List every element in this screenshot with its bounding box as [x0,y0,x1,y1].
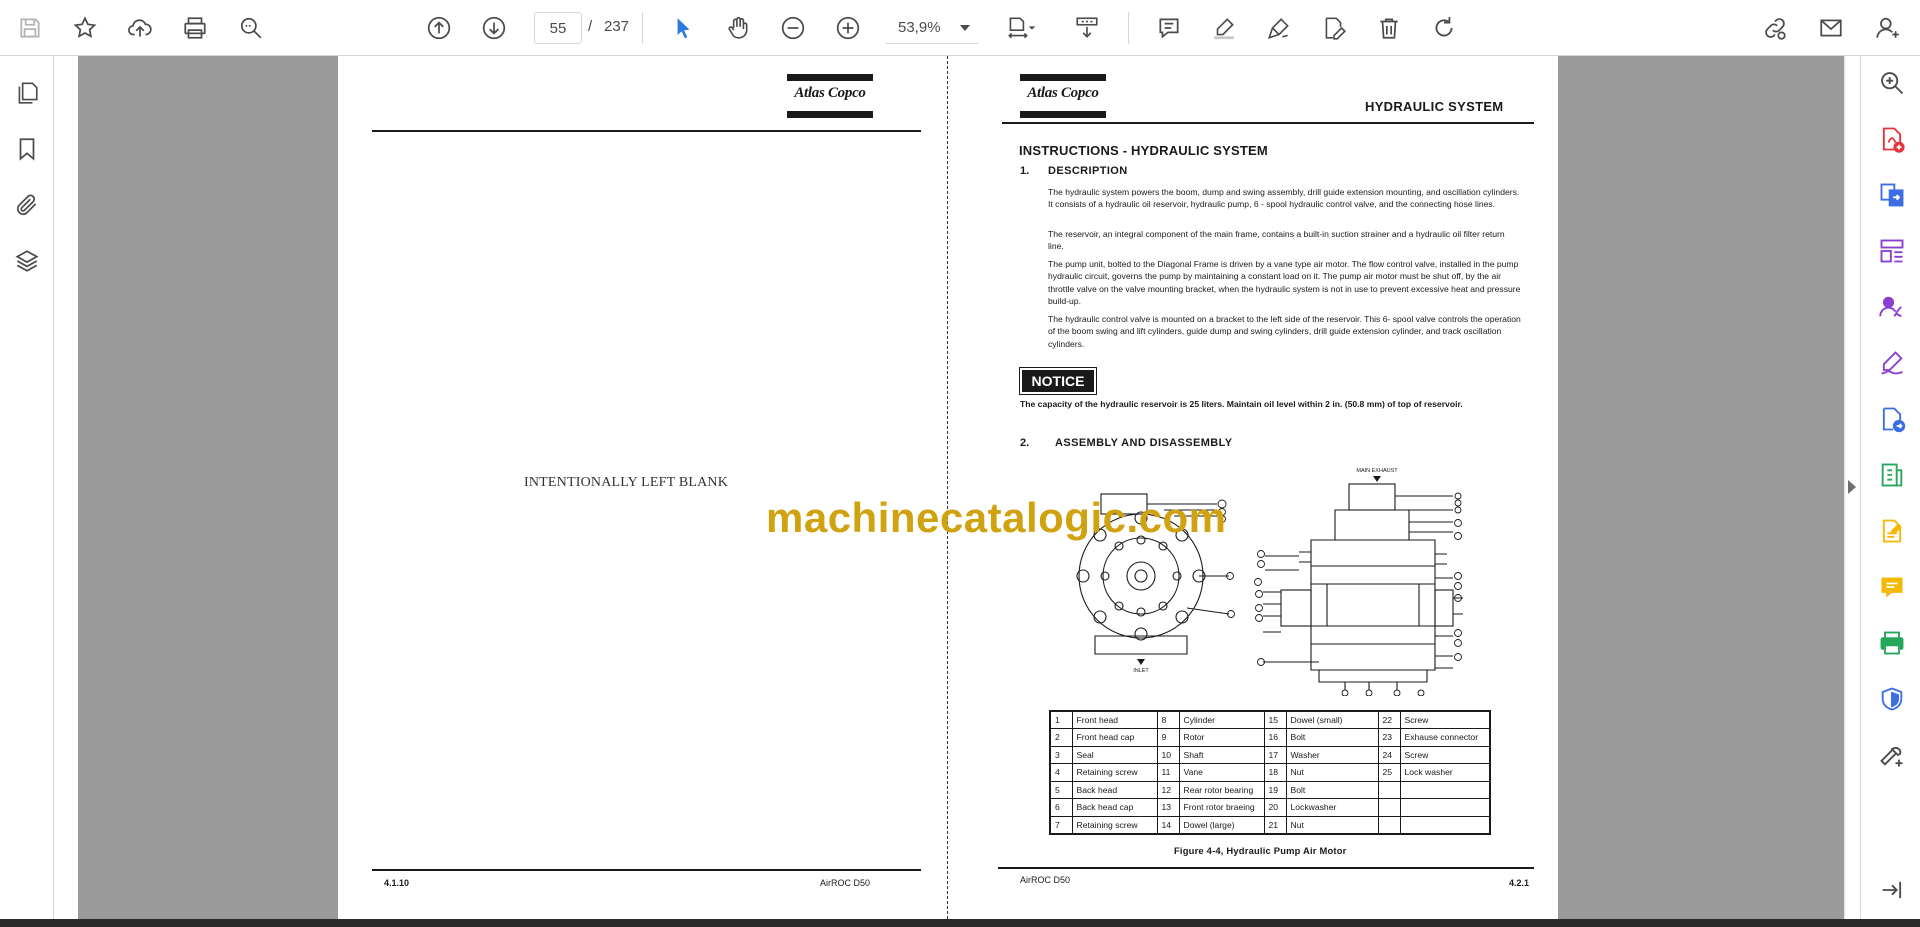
part-name-cell: Exhause connector [1400,729,1490,747]
section-title: INSTRUCTIONS - HYDRAULIC SYSTEM [1019,143,1268,158]
print-icon[interactable] [177,10,213,46]
paragraph: The hydraulic control valve is mounted on a bracket to the left side of the reservoir. This 6- spool valve controls the operation of the boom swing and lift cylinders, guide dump and swing cylinders, drill guide extension cylinder, and track oscillation cylinders. [1048,314,1521,349]
part-name-cell: Retaining screw [1072,764,1157,782]
part-name-cell: Dowel (small) [1286,711,1378,729]
part-number-cell: 17 [1264,746,1286,764]
compress-icon[interactable] [1877,460,1907,490]
export-pdf-icon[interactable] [1877,404,1907,434]
logo-text: Atlas Copco [1027,85,1099,101]
request-signature-icon[interactable] [1877,292,1907,322]
bookmark-star-icon[interactable] [67,10,103,46]
part-number-cell [1378,781,1400,799]
footer-page-number: 4.2.1 [1509,878,1530,888]
total-pages: 237 [604,18,630,35]
part-number-cell: 10 [1157,746,1179,764]
print-production-icon[interactable] [1877,628,1907,658]
collapse-panel-icon[interactable] [1877,875,1907,905]
scroll-mode-icon[interactable] [1069,10,1105,46]
part-name-cell: Rear rotor bearing [1179,781,1264,799]
part-name-cell [1400,816,1490,834]
zoom-search-icon[interactable] [1877,68,1907,98]
part-name-cell: Back head cap [1072,799,1157,817]
table-row [1050,711,1490,729]
part-number-cell: 20 [1264,799,1286,817]
page-spread-divider [947,56,948,919]
part-number-cell: 2 [1050,729,1072,747]
share-link-icon[interactable] [1757,10,1793,46]
part-name-cell: Lock washer [1400,764,1490,782]
atlas-copco-logo [1020,74,1106,118]
part-number-cell: 3 [1050,746,1072,764]
fill-sign-icon[interactable] [1877,348,1907,378]
part-name-cell: Front head [1072,711,1157,729]
part-number-cell: 8 [1157,711,1179,729]
part-name-cell: Nut [1286,816,1378,834]
footer-rule [998,867,1534,869]
tools-rail [1860,56,1920,919]
page-fit-dropdown-icon[interactable] [1022,10,1042,46]
part-name-cell: Nut [1286,764,1378,782]
part-name-cell: Vane [1179,764,1264,782]
collapse-right-panel-icon[interactable] [1848,480,1856,494]
table-row [1050,729,1490,747]
paragraph: The pump unit, bolted to the Diagonal Frame is driven by a vane type air motor. The flow control valve, installed in the pump hydraulic circuit, governs the pump by maintaining a constant load on it. The pump air motor must be shut off, by the air throttle valve on the valve mounting bracket, when the hydraulic system is not in use to prevent excessive heat and pressure build-up. [1048,259,1521,307]
find-icon[interactable] [233,10,269,46]
page-number-input[interactable]: 55 [534,12,582,44]
subsection-number: 1. [1020,165,1030,177]
part-number-cell: 7 [1050,816,1072,834]
edit-text-icon[interactable] [1316,10,1352,46]
document-viewport[interactable] [54,56,1860,919]
highlight-icon[interactable] [1206,10,1242,46]
part-name-cell: Shaft [1179,746,1264,764]
account-icon[interactable] [1870,10,1906,46]
part-number-cell: 18 [1264,764,1286,782]
draw-icon[interactable] [1261,10,1297,46]
part-name-cell: Screw [1400,746,1490,764]
logo-text: Atlas Copco [794,85,866,101]
paragraph: The reservoir, an integral component of the main frame, contains a built-in suction strainer and a hydraulic oil filter return line. [1048,229,1505,252]
select-cursor-icon[interactable] [665,10,701,46]
page-up-icon[interactable] [421,10,457,46]
footer-model: AirROC D50 [1020,875,1071,885]
part-name-cell: Bolt [1286,729,1378,747]
toolbar-divider [1128,12,1129,44]
figure-caption: Figure 4-4, Hydraulic Pump Air Motor [1174,845,1347,856]
part-number-cell: 15 [1264,711,1286,729]
organize-pages-icon[interactable] [1877,236,1907,266]
delete-icon[interactable] [1371,10,1407,46]
attachments-icon[interactable] [12,190,42,220]
protect-icon[interactable] [1877,684,1907,714]
header-rule [372,130,921,132]
inlet-label: INLET [1133,668,1149,674]
zoom-level-select[interactable] [886,12,978,44]
part-name-cell: Retaining screw [1072,816,1157,834]
page-separator: / [588,18,593,35]
zoom-out-icon[interactable] [775,10,811,46]
subsection-number: 2. [1020,437,1030,449]
more-tools-icon[interactable] [1877,740,1907,770]
part-name-cell [1400,781,1490,799]
table-row [1050,816,1490,834]
pdf-page-left [338,56,945,919]
top-toolbar [0,0,1920,56]
part-number-cell: 9 [1157,729,1179,747]
part-number-cell: 4 [1050,764,1072,782]
bookmarks-icon[interactable] [12,134,42,164]
edit-pdf-icon[interactable] [1877,516,1907,546]
header-rule [1002,122,1534,124]
zoom-level-value: 53,9% [898,19,941,36]
part-name-cell: Front rotor braeing [1179,799,1264,817]
page-header-title: HYDRAULIC SYSTEM [1365,99,1504,114]
part-name-cell: Washer [1286,746,1378,764]
toolbar-divider [642,12,643,44]
table-row [1050,799,1490,817]
logo-bar [787,74,873,81]
combine-files-icon[interactable] [1877,180,1907,210]
part-number-cell: 16 [1264,729,1286,747]
part-name-cell: Bolt [1286,781,1378,799]
zoom-in-icon[interactable] [830,10,866,46]
part-name-cell: Cylinder [1179,711,1264,729]
comment-tool-icon[interactable] [1877,572,1907,602]
rotate-icon[interactable] [1426,10,1462,46]
page-gutter-right [1558,56,1845,919]
logo-bar [1020,74,1106,81]
part-name-cell: Back head [1072,781,1157,799]
part-number-cell: 14 [1157,816,1179,834]
part-name-cell: Seal [1072,746,1157,764]
part-name-cell: Screw [1400,711,1490,729]
page-thumbnails-icon[interactable] [12,78,42,108]
table-row [1050,764,1490,782]
hand-icon[interactable] [720,10,756,46]
part-number-cell: 1 [1050,711,1072,729]
part-number-cell: 22 [1378,711,1400,729]
layers-icon[interactable] [12,246,42,276]
part-name-cell: Lockwasher [1286,799,1378,817]
bottom-edge-bar [0,919,1920,927]
part-number-cell: 13 [1157,799,1179,817]
exhaust-label: MAIN EXHAUST [1356,468,1398,474]
part-number-cell: 24 [1378,746,1400,764]
watermark-text: machinecatalogic.com [766,494,1227,541]
atlas-copco-logo [787,74,873,118]
parts-legend-table [1049,710,1491,835]
notice-text: The capacity of the hydraulic reservoir is 25 liters. Maintain oil level within 2 in. (50.8 mm) of top of reservoir. [1020,399,1463,409]
part-name-cell: Dowel (large) [1179,816,1264,834]
paragraph: The hydraulic system powers the boom, dump and swing assembly, drill guide extension mounting, and oscillation cylinders. It consists of a hydraulic oil reservoir, hydraulic pump, 6 - spool hydraulic control valve, and the connecting hose lines. [1048,187,1520,210]
part-number-cell: 11 [1157,764,1179,782]
part-number-cell [1378,816,1400,834]
save-icon[interactable] [12,10,48,46]
logo-bar [1020,111,1106,118]
chevron-down-icon [960,25,970,31]
part-number-cell: 6 [1050,799,1072,817]
part-number-cell: 19 [1264,781,1286,799]
logo-bar [787,111,873,118]
upload-cloud-icon[interactable] [122,10,158,46]
part-name-cell: Front head cap [1072,729,1157,747]
part-number-cell: 23 [1378,729,1400,747]
part-number-cell: 12 [1157,781,1179,799]
subsection-title: DESCRIPTION [1048,165,1128,177]
footer-rule [372,869,921,871]
left-navigation-rail [0,56,54,919]
part-number-cell [1378,799,1400,817]
table-row [1050,781,1490,799]
part-name-cell [1400,799,1490,817]
email-icon[interactable] [1813,10,1849,46]
part-number-cell: 21 [1264,816,1286,834]
footer-model: AirROC D50 [820,878,871,888]
create-pdf-icon[interactable] [1877,124,1907,154]
footer-page-number: 4.1.10 [384,878,410,888]
comment-icon[interactable] [1151,10,1187,46]
page-down-icon[interactable] [476,10,512,46]
part-name-cell: Rotor [1179,729,1264,747]
pdf-page-right [949,56,1558,919]
subsection-title: ASSEMBLY AND DISASSEMBLY [1055,437,1233,449]
part-number-cell: 5 [1050,781,1072,799]
blank-page-notice: INTENTIONALLY LEFT BLANK [524,475,729,490]
notice-label: NOTICE [1020,368,1096,394]
page-gutter-left [78,56,338,919]
table-row [1050,746,1490,764]
part-number-cell: 25 [1378,764,1400,782]
